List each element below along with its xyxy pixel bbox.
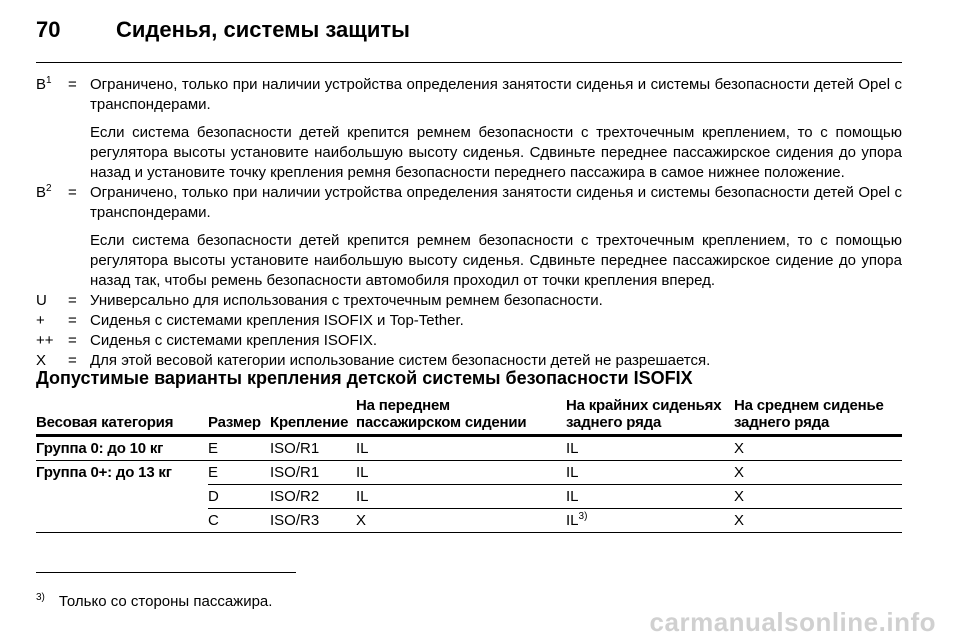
cell-front: IL	[356, 436, 566, 461]
cell-rear-center: X	[734, 485, 902, 509]
header-rear-outer: На крайних сиденьях заднего ряда	[566, 397, 734, 436]
page-number: 70	[36, 17, 61, 42]
definition-equals: =	[68, 352, 77, 369]
definition-code: +	[36, 312, 45, 329]
table-header-row	[36, 397, 902, 436]
definition-code: X	[36, 352, 47, 369]
cell-size: D	[208, 485, 270, 509]
cell-rear-outer: IL	[566, 436, 734, 461]
definition-code: ++	[36, 332, 54, 349]
header-weight: Весовая категория	[36, 397, 208, 436]
cell-front: IL	[356, 485, 566, 509]
isofix-table	[36, 397, 902, 533]
header-fixture: Крепление	[270, 397, 356, 436]
definition-text: Сиденья с системами крепления ISOFIX и Top-Tether.	[90, 312, 464, 329]
section-title: Допустимые варианты крепления детской системы безопасности ISOFIX	[36, 368, 693, 388]
definition-text: Для этой весовой категории использование систем безопасности детей не разрешается.	[90, 352, 711, 369]
table-row	[36, 436, 902, 461]
definition-b2	[36, 183, 902, 291]
cell-front: X	[356, 509, 566, 533]
footnote-rule	[36, 572, 296, 573]
definition-code: $B^2$	[36, 183, 52, 201]
cell-rear-outer: IL	[566, 485, 734, 509]
definition-text: Ограничено, только при наличии устройства определения занятости сиденья и системы безопасности детей Opel с транспондерами. Если система безопасности детей крепится ремнем безопасности с трехточечным креплением, то с помощью регулятора высоты установите наибольшую высоту сиденья. Сдвиньте переднее пассажирское сидение до упора назад так, чтобы ремень безопасности автомобиля проходил от точки крепления вперед.	[90, 184, 902, 289]
definition-code: U	[36, 292, 47, 309]
footnote-ref[interactable]: 3)	[578, 511, 588, 522]
definition-equals: =	[68, 76, 77, 93]
cell-group: Группа 0+: до 13 кг	[36, 461, 208, 533]
legend-definitions	[36, 75, 902, 371]
cell-fixture: ISO/R3	[270, 509, 356, 533]
cell-size: E	[208, 461, 270, 485]
definition-equals: =	[68, 332, 77, 349]
footnote-marker: 3)	[36, 592, 45, 603]
header-front-seat: На переднем пассажирском сидении	[356, 397, 566, 436]
header-rule	[36, 62, 902, 63]
definition-equals: =	[68, 292, 77, 309]
cell-rear-center: X	[734, 461, 902, 485]
header-rear-center: На среднем сиденье заднего ряда	[734, 397, 902, 436]
definition-double-plus	[36, 331, 902, 351]
cell-fixture: ISO/R2	[270, 485, 356, 509]
definition-u	[36, 291, 902, 311]
page-header	[36, 14, 410, 46]
cell-size: E	[208, 436, 270, 461]
cell-size: C	[208, 509, 270, 533]
header-size: Размер	[208, 397, 270, 436]
cell-group: Группа 0: до 10 кг	[36, 436, 208, 461]
definition-plus	[36, 311, 902, 331]
definition-b1	[36, 75, 902, 183]
definition-text: Универсально для использования с трехточечным ремнем безопасности.	[90, 292, 603, 309]
definition-equals: =	[68, 184, 77, 201]
page-title: Сиденья, системы защиты	[116, 17, 410, 42]
footnote-text: Только со стороны пассажира.	[58, 593, 273, 610]
cell-rear-outer: IL$^{3)}$	[566, 509, 734, 533]
table-row	[36, 461, 902, 485]
cell-rear-outer: IL	[566, 461, 734, 485]
definition-equals: =	[68, 312, 77, 329]
definition-text: Сиденья с системами крепления ISOFIX.	[90, 332, 378, 349]
cell-rear-center: X	[734, 436, 902, 461]
definition-code: $B^1$	[36, 75, 52, 93]
cell-fixture: ISO/R1	[270, 461, 356, 485]
cell-front: IL	[356, 461, 566, 485]
definition-text: Ограничено, только при наличии устройства определения занятости сиденья и системы безопасности детей Opel с транспондерами. Если система безопасности детей крепится ремнем безопасности с трехточечным креплением, то с помощью регулятора высоты установите наибольшую высоту сиденья. Сдвиньте переднее пассажирское сидения до упора назад и установите точку крепления ремня безопасности переднего пассажира в самое нижнее положение.	[90, 76, 902, 181]
watermark: carmanualsonline.info	[649, 607, 936, 637]
cell-rear-center: X	[734, 509, 902, 533]
cell-fixture: ISO/R1	[270, 436, 356, 461]
footnote	[36, 588, 272, 612]
